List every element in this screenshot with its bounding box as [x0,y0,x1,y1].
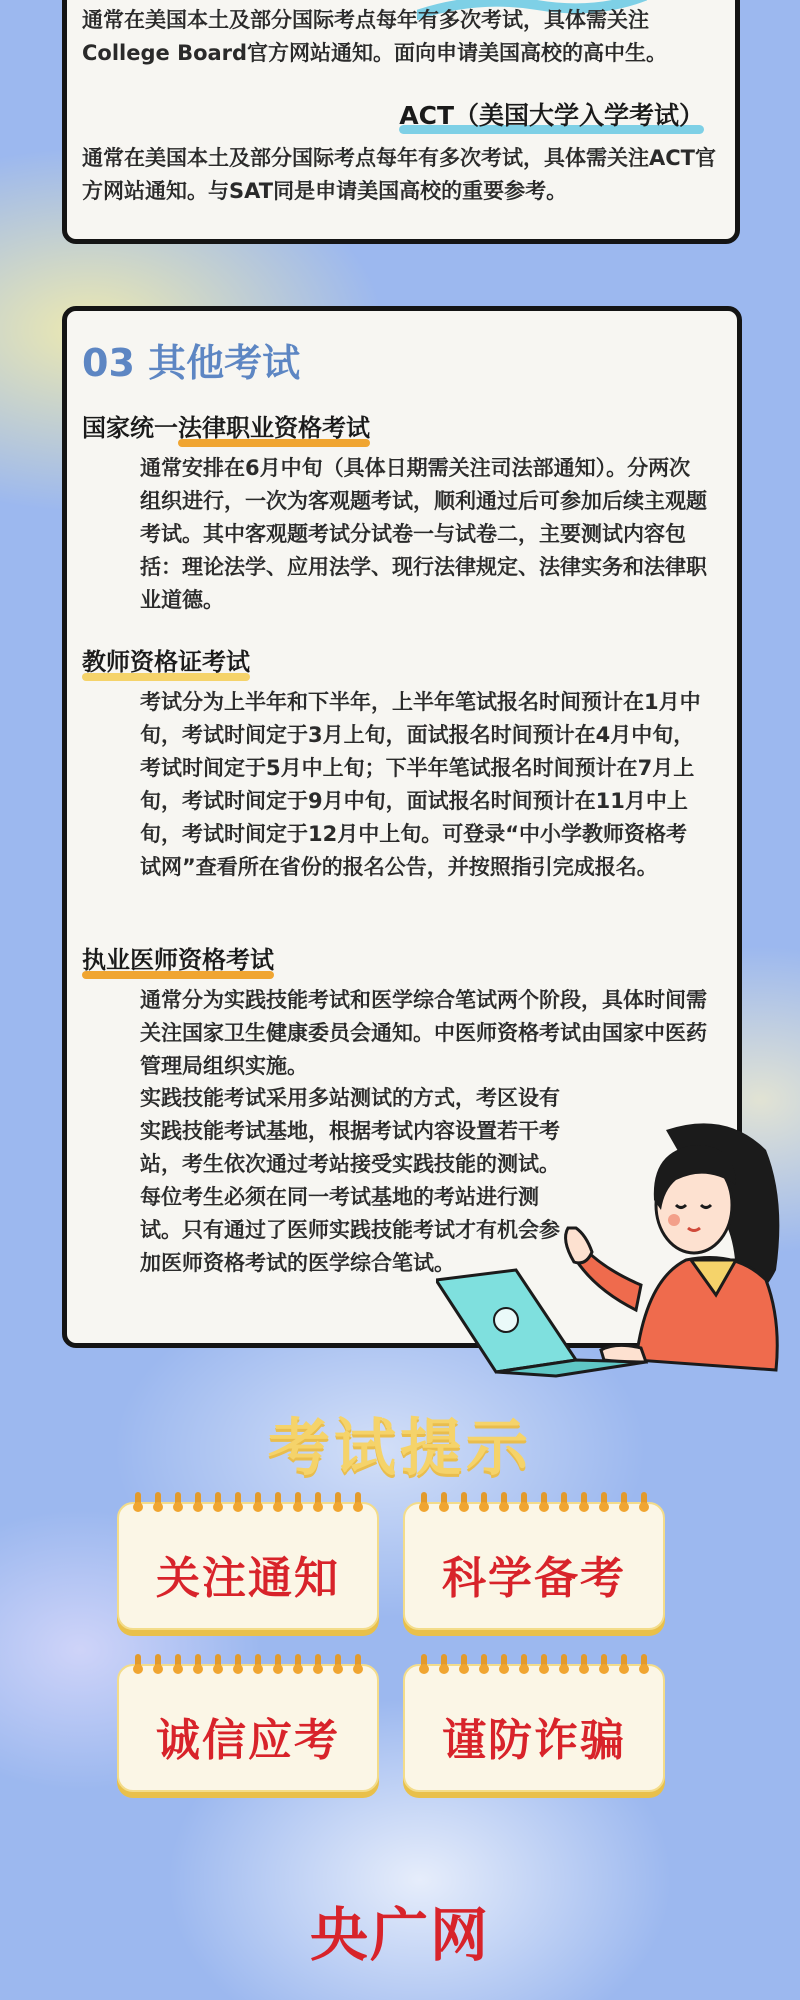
section-title: 03 其他考试 [82,341,301,385]
tip-label: 科学备考 [442,1553,626,1604]
woman-with-laptop-illustration [436,1110,800,1380]
tips-title: 考试提示 [267,1411,532,1484]
act-description: 通常在美国本土及部分国际考点每年有多次考试，具体需关注ACT官方网站通知。与SAT同是申请美国高校的重要参考。 [82,146,716,203]
sat-description: 通常在美国本土及部分国际考点每年有多次考试，具体需关注College Board官方网站通知。面向申请美国高校的高中生。 [82,8,668,65]
cnr-logo: 央广网 [309,1901,490,1969]
calendar-rings-icon [419,1654,649,1676]
exam-text-teacher: 考试分为上半年和下半年，上半年笔试报名时间预计在1月中旬，考试时间定于3月上旬，面试报名时间预计在4月中旬，考试时间定于5月中上旬；下半年笔试报名时间预计在7月上旬，考试时间定于9月中旬，面试报名时间预计在11月中上旬，考试时间定于12月中上旬。可登录“中小学教师资格考试网”查看所在省份的报名公告，并按照指引完成报名。 [140,690,701,879]
exam-text-law: 通常安排在6月中旬（具体日期需关注司法部通知）。分两次组织进行，一次为客观题考试，顺利通过后可参加后续主观题考试。其中客观题考试分试卷一与试卷二，主要测试内容包括：理论法学、应用法学、现行法律规定、法律实务和法律职业道德。 [140,456,707,612]
tip-card [403,1502,665,1630]
exam-title-law: 国家统一法律职业资格考试 [82,408,370,443]
tip-card [117,1502,379,1630]
act-title: ACT（美国大学入学考试） [399,96,704,132]
exam-title-doctor: 执业医师资格考试 [82,940,274,975]
tip-label: 诚信应考 [156,1715,340,1766]
tip-label: 关注通知 [156,1553,340,1604]
tip-label: 谨防诈骗 [442,1715,626,1766]
calendar-rings-icon [133,1492,363,1514]
tip-card [403,1664,665,1792]
exam-text-doctor: 通常分为实践技能考试和医学综合笔试两个阶段，具体时间需关注国家卫生健康委员会通知。中医师资格考试由国家中医药管理局组织实施。 [140,988,707,1078]
calendar-rings-icon [419,1492,649,1514]
calendar-rings-icon [133,1654,363,1676]
exam-text-doctor-detail: 实践技能考试采用多站测试的方式，考区设有实践技能考试基地，根据考试内容设置若干考站，考生依次通过考站接受实践技能的测试。每位考生必须在同一考试基地的考站进行测试。只有通过了医师实践技能考试才有机会参加医师资格考试的医学综合笔试。 [140,1086,560,1275]
exam-title-teacher: 教师资格证考试 [82,642,250,677]
tip-card [117,1664,379,1792]
